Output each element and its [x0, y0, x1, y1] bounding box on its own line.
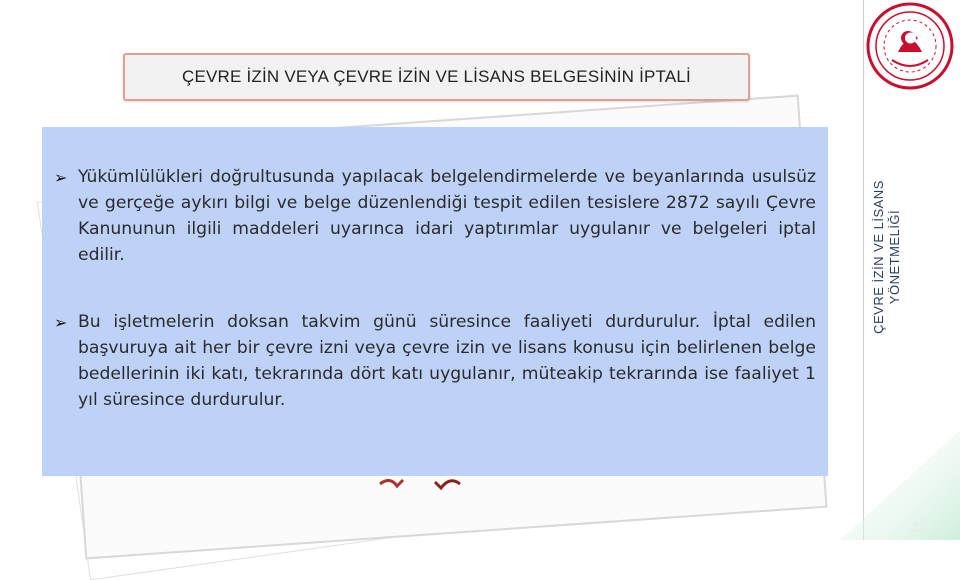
ornament-icon [375, 474, 465, 494]
slide-title-box [123, 53, 750, 101]
content-panel [42, 127, 828, 476]
corner-decoration [840, 430, 960, 540]
side-vertical-label: ÇEVRE İZİN VE LİSANS YÖNETMELİĞİ [871, 180, 902, 334]
bullet-item [54, 309, 816, 413]
slide-title: ÇEVRE İZİN VEYA ÇEVRE İZİN VE LİSANS BELGESİNİN İPTALİ [182, 67, 691, 86]
bullet-item [54, 164, 816, 268]
bullet-text: Bu işletmelerin doksan takvim günü süresince faaliyeti durdurulur. İptal edilen başvuruya ait her bir çevre izni veya çevre izin ve lisans konusu için belirlenen belge bedellerinin iki katı, tekrarında dört katı uygulanır, müteakip tekrarında ise faaliyet 1 yıl süresince durdurulur. [78, 312, 816, 410]
arrow-bullet-icon: ➢ [54, 313, 68, 332]
page-number: 27 [912, 520, 926, 534]
bullet-text: Yükümlülükleri doğrultusunda yapılacak belgelendirmelerde ve beyanlarında usulsüz ve gerçeğe aykırı bilgi ve belge düzenlendiği tespit edilen tesislere 2872 sayılı Çevre Kanununun ilgili maddeleri uyarınca idari yaptırımlar uygulanır ve belgeleri iptal edilir. [78, 167, 816, 265]
arrow-bullet-icon: ➢ [54, 168, 68, 187]
ministry-emblem-logo [862, 0, 958, 92]
